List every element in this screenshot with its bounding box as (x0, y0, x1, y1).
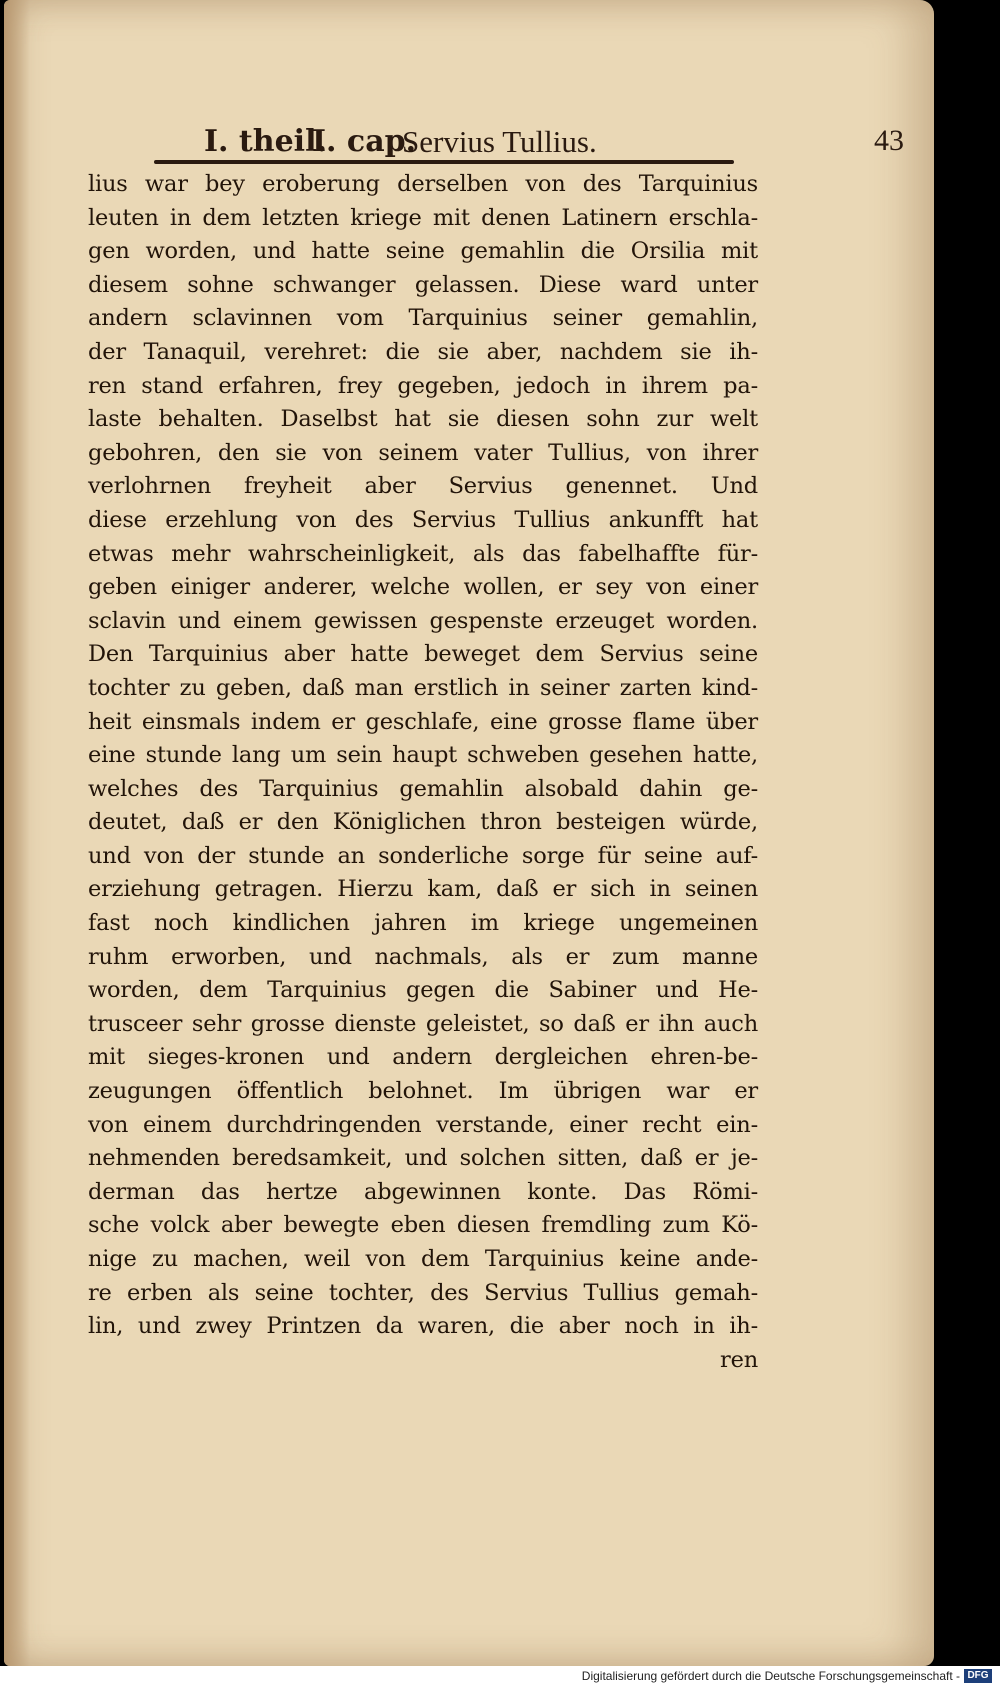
text-line: ren stand erfahren, frey gegeben, jedoch in ihrem pa- (88, 372, 758, 399)
text-line: ruhm erworben, und nachmals, als er zum manne (88, 943, 758, 970)
text-line: nige zu machen, weil von dem Tarquinius keine ande- (88, 1246, 758, 1272)
running-head-part: I. theil. (204, 124, 327, 159)
running-head-title: Servius Tullius. (402, 124, 597, 159)
text-line: der Tanaquil, verehret: die sie aber, nachdem sie ih- (88, 338, 758, 365)
running-head (204, 120, 904, 162)
text-line: verlohrnen freyheit aber Servius genennet. Und (88, 473, 758, 500)
text-line: sche volck aber bewegte eben diesen fremdling zum Kö- (88, 1212, 758, 1239)
text-line: sclavin und einem gewissen gespenste erzeuget worden. (88, 607, 758, 634)
text-line: heit einsmals indem er geschlafe, eine grosse flame über (88, 708, 758, 735)
catchword: ren (720, 1346, 758, 1373)
dfg-logo-icon: DFG (964, 1669, 992, 1683)
text-line: etwas mehr wahrscheinligkeit, als das fabelhaffte für- (88, 540, 758, 567)
text-line: tochter zu geben, daß man erstlich in seiner zarten kind- (88, 674, 758, 701)
running-head-chapter: I. cap. (312, 124, 417, 159)
text-line: deutet, daß er den Königlichen thron besteigen würde, (88, 809, 758, 836)
text-line: diese erzehlung von des Servius Tullius ankunfft hat (88, 506, 758, 533)
page-spine-shadow (4, 0, 30, 1666)
text-line: laste behalten. Daselbst hat sie diesen sohn zur welt (88, 406, 758, 433)
text-line: und von der stunde an sonderliche sorge für seine auf- (88, 842, 758, 869)
text-line: diesem sohne schwanger gelassen. Diese ward unter (88, 271, 758, 298)
text-line: fast noch kindlichen jahren im kriege ungemeinen (88, 910, 758, 937)
body-text (88, 168, 758, 1377)
text-line: zeugungen öffentlich belohnet. Im übrigen war er (88, 1078, 758, 1105)
text-line: lius war bey eroberung derselben von des Tarquinius (88, 171, 758, 197)
text-line: trusceer sehr grosse dienste geleistet, so daß er ihn auch (88, 1010, 758, 1037)
text-line: derman das hertze abgewinnen konte. Das Römi- (88, 1178, 758, 1205)
text-line: worden, dem Tarquinius gegen die Sabiner und He- (88, 977, 758, 1004)
book-page (4, 0, 934, 1666)
text-line: re erben als seine tochter, des Servius Tullius gemah- (88, 1279, 758, 1306)
text-line: von einem durchdringenden verstande, einer recht ein- (88, 1111, 758, 1138)
text-line: leuten in dem letzten kriege mit denen Latinern erschla- (88, 204, 758, 231)
footer-band (0, 1666, 1000, 1687)
text-line: eine stunde lang um sein haupt schweben gesehen hatte, (88, 742, 758, 769)
text-line: mit sieges-kronen und andern dergleichen ehren-be- (88, 1044, 758, 1071)
text-line: gebohren, den sie von seinem vater Tullius, von ihrer (88, 439, 758, 466)
header-rule (154, 160, 734, 164)
digitization-credit: Digitalisierung gefördert durch die Deutsche Forschungsgemeinschaft - (581, 1669, 960, 1683)
text-line: lin, und zwey Printzen da waren, die aber noch in ih- (88, 1313, 758, 1340)
text-line: Den Tarquinius aber hatte beweget dem Servius seine (88, 641, 758, 668)
text-line: gen worden, und hatte seine gemahlin die Orsilia mit (88, 238, 758, 265)
text-line: nehmenden beredsamkeit, und solchen sitten, daß er je- (88, 1145, 758, 1172)
text-line: geben einiger anderer, welche wollen, er sey von einer (88, 574, 758, 601)
page-number: 43 (874, 124, 904, 157)
text-line: andern sclavinnen vom Tarquinius seiner gemahlin, (88, 305, 758, 332)
text-line: welches des Tarquinius gemahlin alsobald dahin ge- (88, 775, 758, 802)
text-line: erziehung getragen. Hierzu kam, daß er sich in seinen (88, 876, 758, 903)
